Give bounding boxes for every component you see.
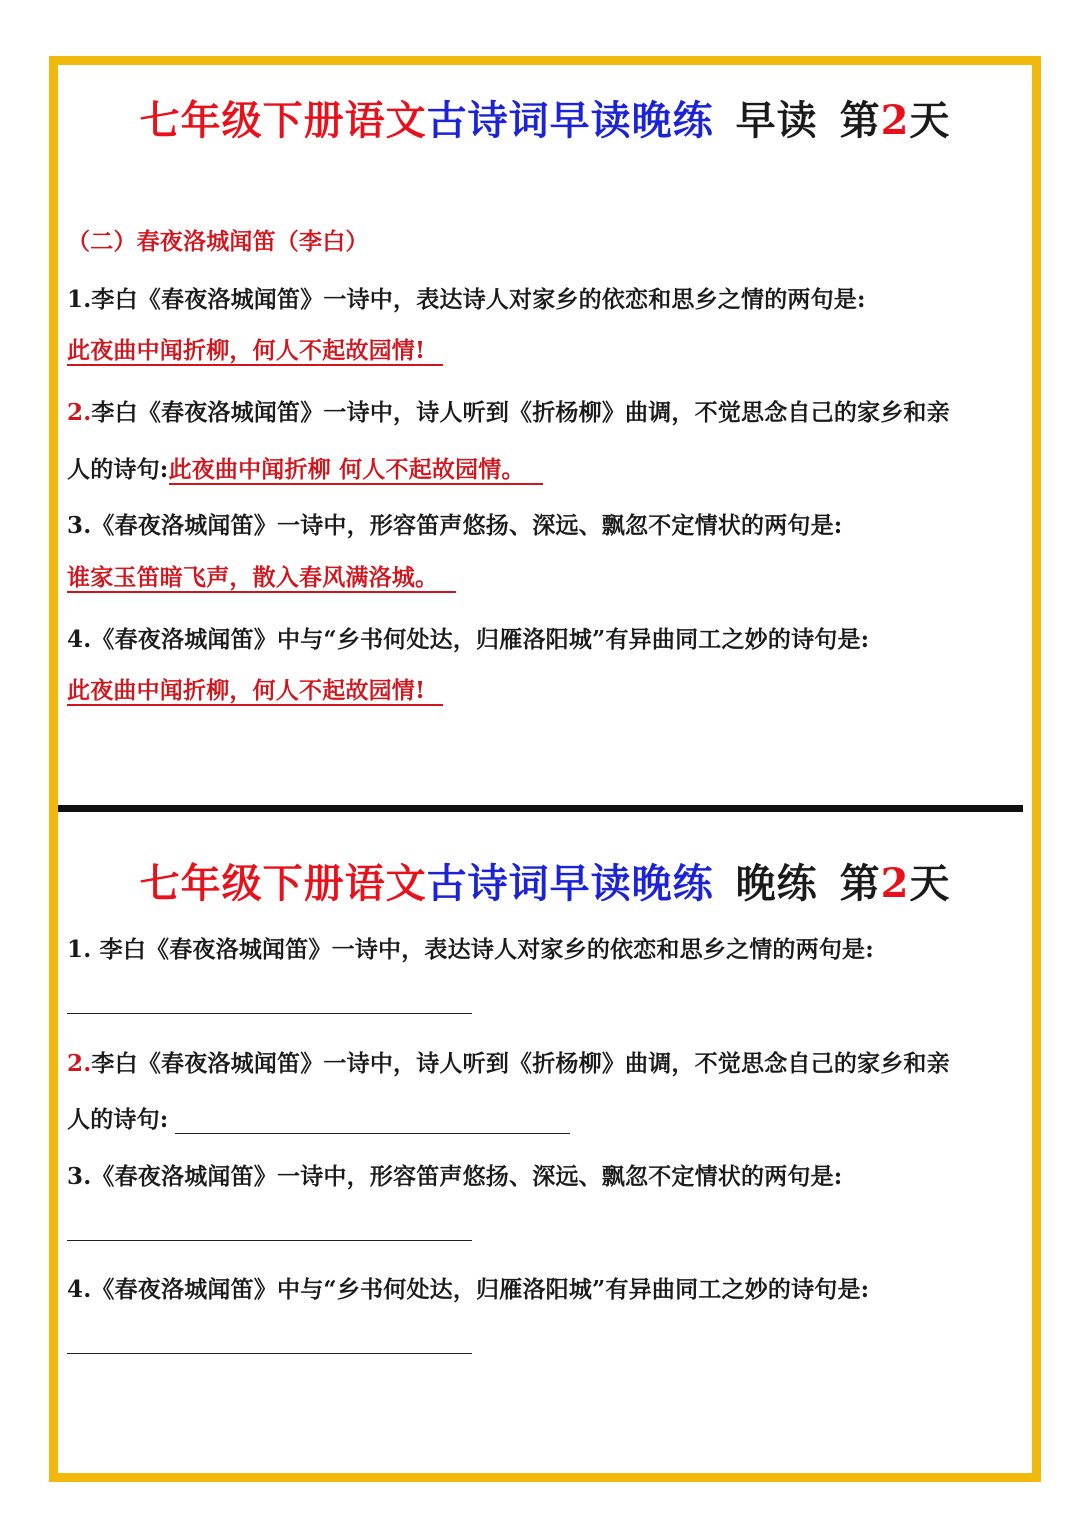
title-day-pre: 第 [839, 860, 881, 907]
morning-answer-3: 谁家玉笛暗飞声，散入春风满洛城。 [67, 565, 456, 593]
evening-question-4: 4.《春夜洛城闻笛》中与“乡书何处达，归雁洛阳城”有异曲同工之妙的诗句是: [67, 1276, 870, 1303]
answer-blank-1[interactable] [67, 1013, 472, 1014]
answer-blank-4[interactable] [67, 1353, 472, 1354]
morning-answer-2: 此夜曲中闻折柳 何人不起故园情。 [169, 457, 543, 485]
evening-question-3: 3.《春夜洛城闻笛》一诗中，形容笛声悠扬、深远、飘忽不定情状的两句是: [67, 1163, 843, 1190]
title-day-post: 天 [909, 97, 951, 144]
morning-question-1: 1.李白《春夜洛城闻笛》一诗中，表达诗人对家乡的依恋和思乡之情的两句是: [67, 286, 866, 313]
morning-question-4: 4.《春夜洛城闻笛》中与“乡书何处达，归雁洛阳城”有异曲同工之妙的诗句是: [67, 626, 870, 653]
evening-question-2-number: 2. [67, 1050, 92, 1077]
section-divider [58, 805, 1023, 812]
evening-question-2-cont [67, 1101, 570, 1134]
morning-title [58, 89, 1032, 146]
title-day-pre: 第 [839, 97, 881, 144]
title-prefix: 七年级下册语文 [139, 97, 427, 144]
morning-answer-4: 此夜曲中闻折柳，何人不起故园情! [67, 678, 443, 706]
evening-session-label: 晚练 [735, 860, 818, 907]
morning-question-2-text: 李白《春夜洛城闻笛》一诗中，诗人听到《折杨柳》曲调，不觉思念自己的家乡和亲 [91, 399, 950, 426]
evening-question-1: 1. 李白《春夜洛城闻笛》一诗中，表达诗人对家乡的依恋和思乡之情的两句是: [67, 936, 874, 963]
morning-question-2-cont [67, 451, 543, 485]
morning-answer-4-row [67, 677, 443, 706]
evening-question-2-text: 李白《春夜洛城闻笛》一诗中，诗人听到《折杨柳》曲调，不觉思念自己的家乡和亲 [91, 1050, 950, 1077]
morning-question-2-text-cont: 人的诗句: [67, 456, 169, 483]
morning-answer-1-row [67, 337, 443, 366]
title-prefix: 七年级下册语文 [139, 860, 427, 907]
morning-question-2 [67, 394, 950, 427]
morning-answer-3-row [67, 564, 456, 593]
answer-blank-2[interactable] [175, 1107, 570, 1134]
title-day-number: 2 [880, 97, 910, 144]
morning-answer-1: 此夜曲中闻折柳，何人不起故园情! [67, 338, 443, 366]
worksheet-frame [49, 56, 1041, 1482]
evening-question-2 [67, 1045, 950, 1078]
section-heading: （二）春夜洛城闻笛（李白） [67, 228, 369, 255]
morning-session-label: 早读 [735, 97, 818, 144]
morning-question-3: 3.《春夜洛城闻笛》一诗中，形容笛声悠扬、深远、飘忽不定情状的两句是: [67, 512, 843, 539]
title-series: 古诗词早读晚练 [426, 97, 714, 144]
title-day-post: 天 [909, 860, 951, 907]
evening-question-2-text-cont: 人的诗句: [67, 1106, 169, 1133]
morning-question-2-number: 2. [67, 399, 92, 426]
evening-title [58, 852, 1032, 909]
answer-blank-3[interactable] [67, 1240, 472, 1241]
title-series: 古诗词早读晚练 [426, 860, 714, 907]
title-day-number: 2 [880, 860, 910, 907]
